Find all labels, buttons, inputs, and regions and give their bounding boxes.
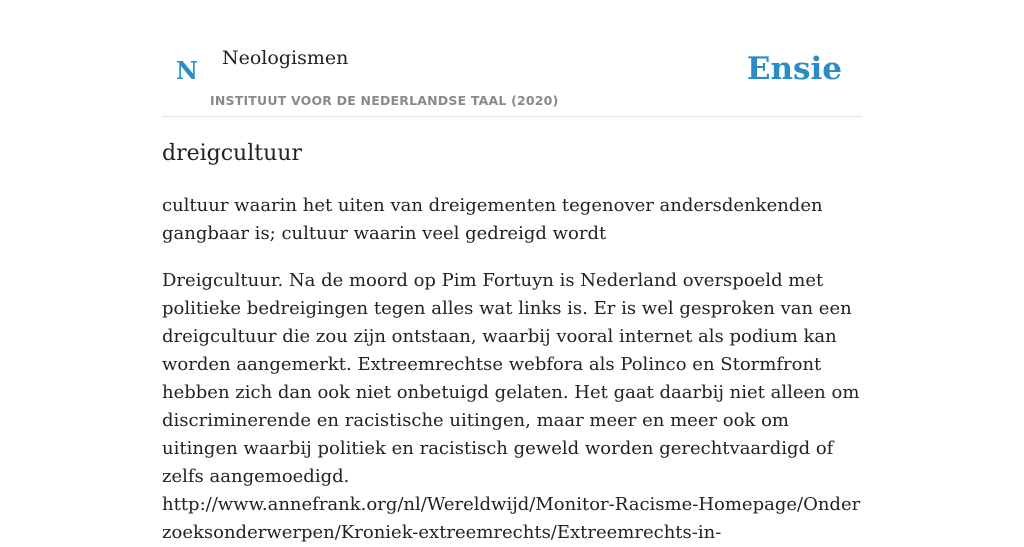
brand-logo[interactable]: Ensie xyxy=(746,51,842,87)
source-link[interactable]: http://www.annefrank.org/nl/Wereldwijd/Monitor-Racisme-Homepage/Onderzoeksonderwerpen/Kroniek-extreemrechts/Extreemrechts-in- xyxy=(162,494,861,543)
source-publisher: INSTITUUT VOOR DE NEDERLANDSE TAAL (2020) xyxy=(210,93,559,108)
source-title[interactable]: Neologismen xyxy=(222,47,349,69)
source-header xyxy=(162,0,862,117)
definition-text: cultuur waarin het uiten van dreigementen tegenover andersdenkenden gangbaar is; cultuur waarin veel gedreigd wordt xyxy=(162,195,823,244)
source-logo-letter[interactable]: N xyxy=(176,56,198,85)
example-quote xyxy=(162,267,862,547)
example-text: Dreigcultuur. Na de moord op Pim Fortuyn is Nederland overspoeld met politieke bedreigingen tegen alles wat links is. Er is wel gesproken van een dreigcultuur die zou zijn ontstaan, waarbij vooral internet als podium kan worden aangemerkt. Extreemrechtse webfora als Polinco en Stormfront hebben zich dan ook niet onbetuigd gelaten. Het gaat daarbij niet alleen om discriminerende en racistische uitingen, maar meer en meer ook om uitingen waarbij politiek en racistisch geweld worden gerechtvaardigd of zelfs aangemoedigd. xyxy=(162,270,860,487)
headword: dreigcultuur xyxy=(162,141,302,166)
